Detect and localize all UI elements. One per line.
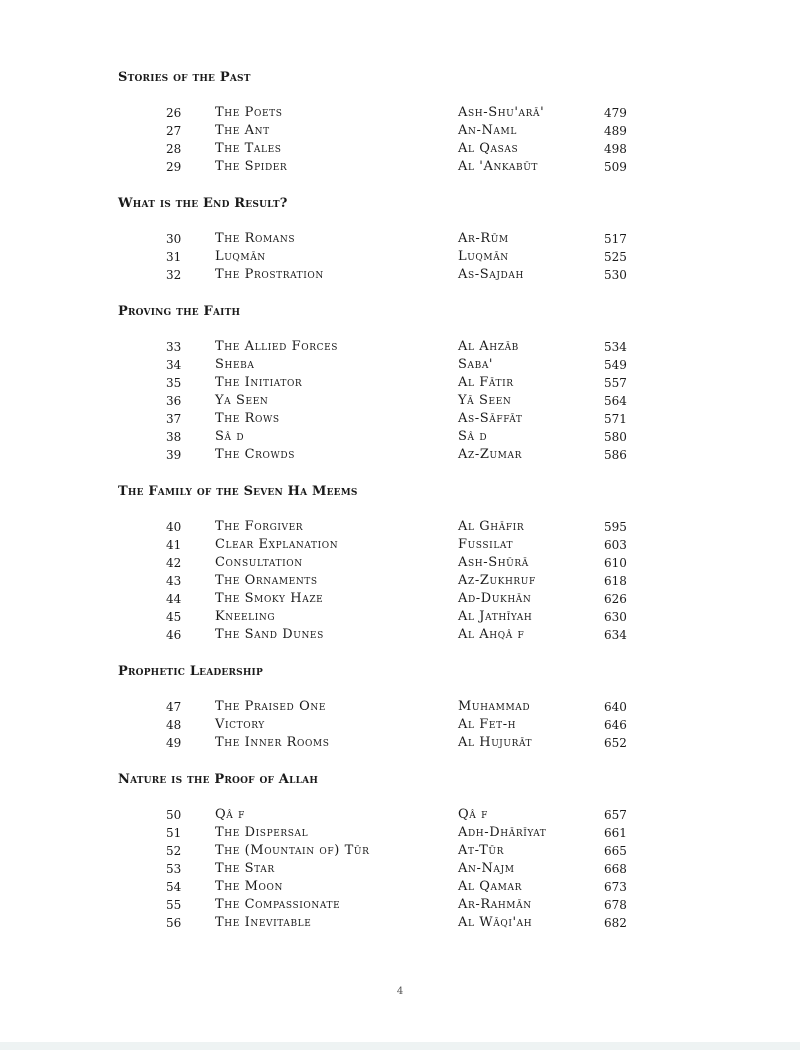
- toc-row: [118, 806, 678, 824]
- chapter-page: 646: [604, 718, 627, 732]
- page-number: 4: [396, 986, 404, 997]
- chapter-title: The Prostration: [215, 267, 324, 282]
- chapter-arabic-name: Al 'Ankabūt: [458, 159, 538, 174]
- chapter-title: The Ornaments: [215, 573, 318, 588]
- chapter-arabic-name: Ash-Shūrā: [458, 555, 529, 570]
- chapter-arabic-name: Fussilat: [458, 537, 514, 552]
- chapter-page: 652: [604, 736, 627, 750]
- chapter-page: 580: [604, 430, 627, 444]
- toc-row: [118, 734, 678, 752]
- chapter-arabic-name: Az-Zukhruf: [458, 573, 536, 588]
- chapter-title: Sâ d: [215, 429, 245, 444]
- chapter-number: 43: [166, 574, 182, 588]
- chapter-arabic-name: Az-Zumar: [458, 447, 522, 462]
- chapter-arabic-name: Al Ahqâ f: [458, 627, 525, 642]
- toc-row: [118, 446, 678, 464]
- chapter-title: The Rows: [215, 411, 280, 426]
- section-title: The Family of the Seven Ha Meems: [118, 484, 358, 499]
- chapter-title: The Inevitable: [215, 915, 312, 930]
- chapter-number: 52: [166, 844, 182, 858]
- chapter-number: 39: [166, 448, 182, 462]
- chapter-number: 30: [166, 232, 182, 246]
- chapter-number: 56: [166, 916, 182, 930]
- toc-row: [118, 374, 678, 392]
- chapter-title: The Spider: [215, 159, 288, 174]
- chapter-arabic-name: Al Ahzāb: [458, 339, 519, 354]
- toc-row: [118, 590, 678, 608]
- chapter-title: The (Mountain of) Tūr: [215, 843, 370, 858]
- chapter-arabic-name: Adh-Dhārīyat: [458, 825, 547, 840]
- chapter-title: The Romans: [215, 231, 296, 246]
- chapter-number: 41: [166, 538, 182, 552]
- section-title: Proving the Faith: [118, 304, 241, 319]
- chapter-arabic-name: Al Wāqi'ah: [458, 915, 533, 930]
- chapter-number: 33: [166, 340, 182, 354]
- chapter-title: The Ant: [215, 123, 270, 138]
- chapter-title: Clear Explanation: [215, 537, 339, 552]
- chapter-number: 27: [166, 124, 182, 138]
- chapter-number: 34: [166, 358, 182, 372]
- chapter-arabic-name: Muhammad: [458, 699, 531, 714]
- toc-row: [118, 842, 678, 860]
- chapter-arabic-name: Al Ghāfir: [458, 519, 525, 534]
- section-title: What is the End Result?: [118, 196, 288, 211]
- toc-rows: [118, 104, 678, 176]
- chapter-page: 682: [604, 916, 627, 930]
- chapter-number: 46: [166, 628, 182, 642]
- chapter-page: 678: [604, 898, 627, 912]
- chapter-number: 38: [166, 430, 182, 444]
- chapter-number: 53: [166, 862, 182, 876]
- chapter-page: 634: [604, 628, 627, 642]
- toc-row: [118, 554, 678, 572]
- toc-section: [118, 484, 678, 644]
- chapter-page: 525: [604, 250, 627, 264]
- toc-rows: [118, 698, 678, 752]
- chapter-arabic-name: Al Hujurāt: [458, 735, 533, 750]
- chapter-page: 595: [604, 520, 627, 534]
- chapter-title: Qâ f: [215, 807, 245, 822]
- chapter-number: 35: [166, 376, 182, 390]
- chapter-number: 42: [166, 556, 182, 570]
- chapter-page: 517: [604, 232, 627, 246]
- chapter-arabic-name: Al Fātir: [458, 375, 514, 390]
- toc-section: [118, 772, 678, 932]
- chapter-page: 640: [604, 700, 627, 714]
- chapter-arabic-name: An-Naml: [458, 123, 517, 138]
- toc-row: [118, 698, 678, 716]
- chapter-number: 55: [166, 898, 182, 912]
- chapter-title: Ya Seen: [215, 393, 269, 408]
- chapter-page: 586: [604, 448, 627, 462]
- chapter-number: 36: [166, 394, 182, 408]
- chapter-page: 603: [604, 538, 627, 552]
- chapter-number: 29: [166, 160, 182, 174]
- section-title: Prophetic Leadership: [118, 664, 263, 679]
- chapter-arabic-name: At-Tūr: [458, 843, 504, 858]
- toc-row: [118, 356, 678, 374]
- chapter-page: 530: [604, 268, 627, 282]
- chapter-number: 49: [166, 736, 182, 750]
- toc-row: [118, 266, 678, 284]
- toc-row: [118, 914, 678, 932]
- toc-row: [118, 158, 678, 176]
- chapter-page: 479: [604, 106, 627, 120]
- chapter-number: 54: [166, 880, 182, 894]
- chapter-arabic-name: As-Sajdah: [458, 267, 524, 282]
- section-title: Stories of the Past: [118, 70, 251, 85]
- chapter-page: 549: [604, 358, 627, 372]
- chapter-number: 51: [166, 826, 182, 840]
- toc-rows: [118, 338, 678, 464]
- toc-section: [118, 664, 678, 752]
- toc-row: [118, 392, 678, 410]
- toc-section: [118, 70, 678, 176]
- toc-row: [118, 878, 678, 896]
- toc-row: [118, 410, 678, 428]
- chapter-title: The Star: [215, 861, 275, 876]
- chapter-page: 673: [604, 880, 627, 894]
- chapter-title: The Forgiver: [215, 519, 304, 534]
- chapter-number: 40: [166, 520, 182, 534]
- chapter-page: 630: [604, 610, 627, 624]
- chapter-arabic-name: Ad-Dukhān: [458, 591, 532, 606]
- toc-section: [118, 304, 678, 464]
- chapter-number: 28: [166, 142, 182, 156]
- chapter-page: 498: [604, 142, 627, 156]
- chapter-number: 45: [166, 610, 182, 624]
- chapter-arabic-name: Ar-Rahmān: [458, 897, 532, 912]
- chapter-page: 509: [604, 160, 627, 174]
- chapter-title: Luqmān: [215, 249, 266, 264]
- chapter-title: Sheba: [215, 357, 255, 372]
- chapter-page: 564: [604, 394, 627, 408]
- chapter-number: 31: [166, 250, 182, 264]
- chapter-number: 47: [166, 700, 182, 714]
- chapter-page: 534: [604, 340, 627, 354]
- chapter-page: 657: [604, 808, 627, 822]
- chapter-arabic-name: Al Fet-h: [458, 717, 517, 732]
- toc-row: [118, 248, 678, 266]
- toc-row: [118, 626, 678, 644]
- chapter-arabic-name: Yā Seen: [458, 393, 512, 408]
- chapter-arabic-name: Al Jathīyah: [458, 609, 533, 624]
- chapter-arabic-name: Luqmān: [458, 249, 509, 264]
- chapter-title: The Inner Rooms: [215, 735, 330, 750]
- toc-row: [118, 122, 678, 140]
- chapter-arabic-name: Al Qamar: [458, 879, 522, 894]
- chapter-page: 626: [604, 592, 627, 606]
- chapter-title: The Dispersal: [215, 825, 309, 840]
- chapter-arabic-name: An-Najm: [458, 861, 515, 876]
- chapter-title: The Initiator: [215, 375, 303, 390]
- section-title: Nature is the Proof of Allah: [118, 772, 319, 787]
- chapter-number: 26: [166, 106, 182, 120]
- chapter-title: The Tales: [215, 141, 282, 156]
- toc-row: [118, 824, 678, 842]
- chapter-page: 571: [604, 412, 627, 426]
- chapter-title: The Compassionate: [215, 897, 341, 912]
- chapter-number: 48: [166, 718, 182, 732]
- chapter-page: 661: [604, 826, 627, 840]
- toc-row: [118, 428, 678, 446]
- chapter-number: 44: [166, 592, 182, 606]
- chapter-title: The Crowds: [215, 447, 295, 462]
- toc-row: [118, 518, 678, 536]
- chapter-title: Consultation: [215, 555, 303, 570]
- chapter-page: 610: [604, 556, 627, 570]
- chapter-number: 50: [166, 808, 182, 822]
- toc-row: [118, 716, 678, 734]
- chapter-page: 668: [604, 862, 627, 876]
- chapter-page: 665: [604, 844, 627, 858]
- bottom-strip: [0, 1042, 800, 1050]
- toc-row: [118, 536, 678, 554]
- chapter-title: Victory: [215, 717, 265, 732]
- chapter-title: Kneeling: [215, 609, 276, 624]
- chapter-title: The Allied Forces: [215, 339, 339, 354]
- toc-row: [118, 608, 678, 626]
- chapter-arabic-name: Ar-Rūm: [458, 231, 509, 246]
- toc-row: [118, 572, 678, 590]
- toc-row: [118, 140, 678, 158]
- chapter-title: The Poets: [215, 105, 283, 120]
- toc-rows: [118, 230, 678, 284]
- toc-row: [118, 896, 678, 914]
- chapter-arabic-name: Ash-Shu'arā': [458, 105, 545, 120]
- toc-row: [118, 338, 678, 356]
- chapter-arabic-name: Qâ f: [458, 807, 488, 822]
- toc-section: [118, 196, 678, 284]
- chapter-number: 32: [166, 268, 182, 282]
- toc-rows: [118, 518, 678, 644]
- chapter-arabic-name: Al Qasas: [458, 141, 519, 156]
- chapter-page: 618: [604, 574, 627, 588]
- chapter-page: 489: [604, 124, 627, 138]
- toc-row: [118, 104, 678, 122]
- toc-row: [118, 860, 678, 878]
- chapter-title: The Smoky Haze: [215, 591, 324, 606]
- chapter-number: 37: [166, 412, 182, 426]
- chapter-arabic-name: Sâ d: [458, 429, 488, 444]
- chapter-title: The Sand Dunes: [215, 627, 324, 642]
- toc-rows: [118, 806, 678, 932]
- chapter-title: The Moon: [215, 879, 283, 894]
- chapter-page: 557: [604, 376, 627, 390]
- toc-row: [118, 230, 678, 248]
- chapter-title: The Praised One: [215, 699, 326, 714]
- chapter-arabic-name: As-Sāffāt: [458, 411, 523, 426]
- chapter-arabic-name: Saba': [458, 357, 494, 372]
